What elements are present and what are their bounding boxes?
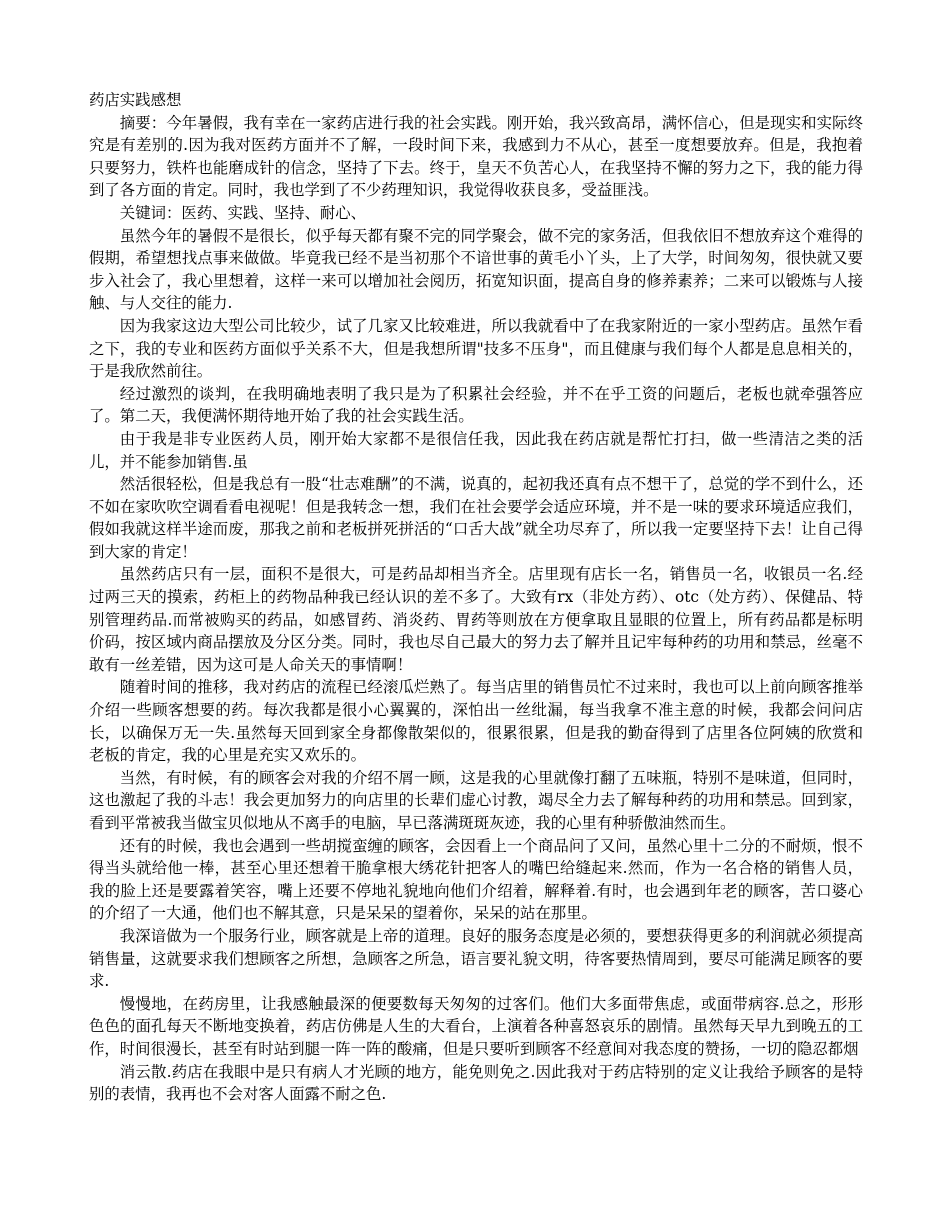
paragraph: 当然，有时候，有的顾客会对我的介绍不屑一顾，这是我的心里就像打翻了五味瓶，特别不是味道，但同时，这也激起了我的斗志！我会更加努力的向店里的长辈们虚心讨教，竭尽全力去了解每种药的功用和禁忌。回到家，看到平常被我当做宝贝似地从不离手的电脑，早已落满斑斑灰迹，我的心里有种骄傲油然而生。 [89,768,863,832]
document-page [89,89,863,1106]
document-title: 药店实践感想 [89,91,182,109]
paragraph: 因为我家这边大型公司比较少，试了几家又比较难进，所以我就看中了在我家附近的一家小型药店。虽然乍看之下，我的专业和医药方面似乎关系不大，但是我想所谓"技多不压身"，而且健康与我们每个人都是息息相关的，于是我欣然前往。 [89,316,863,381]
paragraph: 随着时间的推移，我对药店的流程已经滚瓜烂熟了。每当店里的销售员忙不过来时，我也可以上前向顾客推举介绍一些顾客想要的药。每次我都是很小心翼翼的，深怕出一丝纰漏，每当我拿不准主意的时候，我都会问问店长，以确保万无一失.虽然每天回到家全身都像散架似的，很累很累，但是我的勤奋得到了店里各位阿姨的欣赏和老板的肯定，我的心里是充实又欢乐的。 [89,678,863,765]
paragraph: 慢慢地，在药房里，让我感触最深的便要数每天匆匆的过客们。他们大多面带焦虑，或面带病容.总之，形形色色的面孔每天不断地变换着，药店仿佛是人生的大看台，上演着各种喜怒哀乐的剧情。虽然每天早九到晚五的工作，时间很漫长，甚至有时站到腿一阵一阵的酸痛，但是只要听到顾客不经意间对我态度的赞扬，一切的隐忍都烟 [89,994,863,1058]
paragraph: 经过激烈的谈判，在我明确地表明了我只是为了积累社会经验，并不在乎工资的问题后，老板也就牵强答应了。第二天，我便满怀期待地开始了我的社会实践生活。 [89,384,863,426]
paragraph: 我深谙做为一个服务行业，顾客就是上帝的道理。良好的服务态度是必须的，要想获得更多的利润就必须提高销售量，这就要求我们想顾客之所想，急顾客之所急，语言要礼貌文明，待客要热情周到，要尽可能满足顾客的要求. [89,926,863,991]
paragraph: 虽然药店只有一层，面积不是很大，可是药品却相当齐全。店里现有店长一名，销售员一名，收银员一名.经过两三天的摸索，药柜上的药物品种我已经认识的差不多了。大致有rx（非处方药）、otc（处方药）、保健品、特别管理药品.而常被购买的药品，如感冒药、消炎药、胃药等则放在方便拿取且显眼的位置上，所有药品都是标明价码，按区域内商品摆放及分区分类。同时，我也尽自己最大的努力去了解并且记牢每种药的功用和禁忌，丝毫不敢有一丝差错，因为这可是人命关天的事情啊！ [89,565,863,674]
paragraph: 然活很轻松，但是我总有一股“壮志难酬”的不满，说真的，起初我还真有点不想干了，总觉的学不到什么，还不如在家吹吹空调看看电视呢！但是我转念一想，我们在社会要学会适应环境，并不是一味的要求环境适应我们，假如我就这样半途而废，那我之前和老板拼死拼活的“口舌大战”就全功尽弃了，所以我一定要坚持下去！让自己得到大家的肯定！ [89,475,863,561]
paragraph: 消云散.药店在我眼中是只有病人才光顾的地方，能免则免之.因此我对于药店特别的定义让我给予顾客的是特别的表情，我再也不会对客人面露不耐之色. [89,1062,863,1104]
paragraph-abstract: 摘要：今年暑假，我有幸在一家药店进行我的社会实践。刚开始，我兴致高昂，满怀信心，但是现实和实际终究是有差别的.因为我对医药方面并不了解，一段时间下来，我感到力不从心，甚至一度想要放弃。但是，我抱着只要努力，铁杵也能磨成针的信念，坚持了下去。终于，皇天不负苦心人，在我坚持不懈的努力之下，我的能力得到了各方面的肯定。同时，我也学到了不少药理知识，我觉得收获良多，受益匪浅。 [89,113,863,200]
paragraph-keywords: 关键词：医药、实践、坚持、耐心、 [119,203,367,222]
paragraph: 虽然今年的暑假不是很长，似乎每天都有聚不完的同学聚会，做不完的家务活，但我依旧不想放弃这个难得的假期，希望想找点事来做做。毕竟我已经不是当初那个不谙世事的黄毛小丫头，上了大学，时间匆匆，很快就又要步入社会了，我心里想着，这样一来可以增加社会阅历，拓宽知识面，提高自身的修养素养；二来可以锻炼与人接触、与人交往的能力. [89,226,863,313]
paragraph: 由于我是非专业医药人员，刚开始大家都不是很信任我，因此我在药店就是帮忙打扫，做一些清洁之类的活儿，并不能参加销售.虽 [89,429,863,471]
paragraph: 还有的时候，我也会遇到一些胡搅蛮缠的顾客，会因看上一个商品问了又问，虽然心里十二分的不耐烦，恨不得当头就给他一棒，甚至心里还想着干脆拿根大绣花针把客人的嘴巴给缝起来.然而，作为一名合格的销售人员，我的脸上还是要露着笑容，嘴上还要不停地礼貌地向他们介绍着，解释着.有时，也会遇到年老的顾客，苦口婆心的介绍了一大通，他们也不解其意，只是呆呆的望着你，呆呆的站在那里。 [89,836,863,923]
